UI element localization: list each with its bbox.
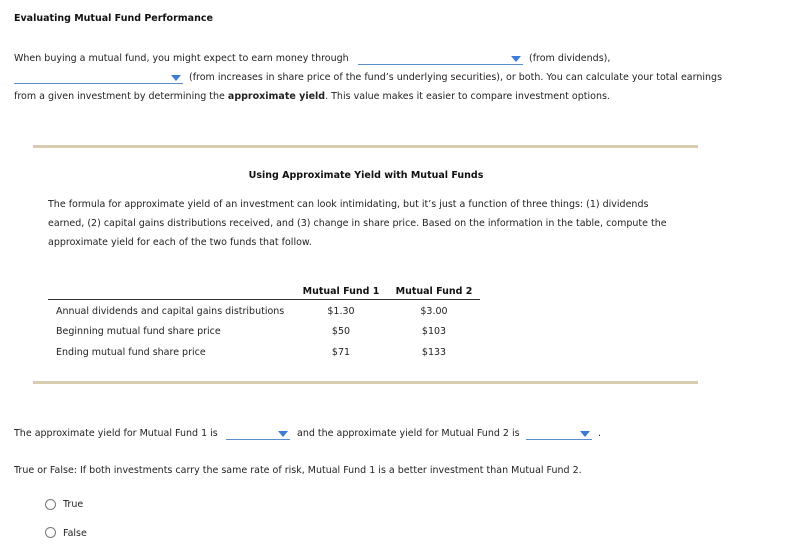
table-header-fund-1: Mutual Fund 1 (302, 286, 380, 297)
radio-label[interactable]: True (63, 499, 84, 510)
radio-button[interactable] (45, 499, 56, 510)
table-cell-fund-1: $71 (331, 347, 351, 358)
intro-line-1 (14, 53, 349, 64)
table-cell-fund-2: $103 (421, 326, 447, 337)
intro-line-3 (14, 91, 610, 102)
chevron-down-icon (171, 75, 181, 81)
radio-button[interactable] (45, 527, 56, 538)
intro-line1-suffix: (from dividends), (529, 53, 611, 64)
chevron-down-icon (511, 56, 521, 62)
yield-question-prefix: The approximate yield for Mutual Fund 1 is (14, 428, 218, 439)
section-paragraph-line-1: The formula for approximate yield of an investment can look intimidating, but it’s just a function of three things: (1) dividends (48, 199, 649, 210)
intro-line3-prefix: from a given investment by determining the (14, 91, 225, 102)
earnings-source-dropdown-1[interactable] (358, 53, 523, 65)
intro-line1-prefix: When buying a mutual fund, you might expect to earn money through (14, 53, 349, 64)
earnings-source-dropdown-2[interactable] (14, 72, 183, 84)
yield-question-suffix: . (598, 428, 602, 439)
section-paragraph-line-2: earned, (2) capital gains distributions received, and (3) change in share price. Based on the information in the table, compute the (48, 218, 667, 229)
table-row-label: Beginning mutual fund share price (56, 326, 221, 337)
table-row-label: Ending mutual fund share price (56, 347, 206, 358)
section-divider-bottom (33, 381, 698, 384)
table-cell-fund-1: $1.30 (327, 306, 355, 317)
section-divider-top (33, 145, 698, 148)
yield-question-middle: and the approximate yield for Mutual Fund 2 is (297, 428, 520, 439)
section-title: Using Approximate Yield with Mutual Funds (248, 170, 484, 181)
radio-label[interactable]: False (63, 528, 87, 539)
table-header-rule (48, 299, 480, 300)
table-row-label: Annual dividends and capital gains distributions (56, 306, 285, 317)
page-title: Evaluating Mutual Fund Performance (14, 13, 213, 24)
true-false-question: True or False: If both investments carry the same rate of risk, Mutual Fund 1 is a better investment than Mutual Fund 2. (14, 465, 582, 476)
intro-line3-suffix: . This value makes it easier to compare investment options. (325, 91, 610, 102)
table-header-fund-2: Mutual Fund 2 (395, 286, 473, 297)
fund-1-yield-dropdown[interactable] (226, 428, 290, 440)
section-paragraph-line-3: approximate yield for each of the two funds that follow. (48, 237, 312, 248)
approximate-yield-term: approximate yield (227, 91, 326, 102)
chevron-down-icon (278, 431, 288, 437)
intro-line2-suffix: (from increases in share price of the fund’s underlying securities), or both. You can calculate your total earnings (189, 72, 723, 83)
fund-2-yield-dropdown[interactable] (526, 428, 592, 440)
table-cell-fund-1: $50 (331, 326, 351, 337)
table-cell-fund-2: $133 (421, 347, 447, 358)
chevron-down-icon (580, 431, 590, 437)
table-cell-fund-2: $3.00 (420, 306, 448, 317)
